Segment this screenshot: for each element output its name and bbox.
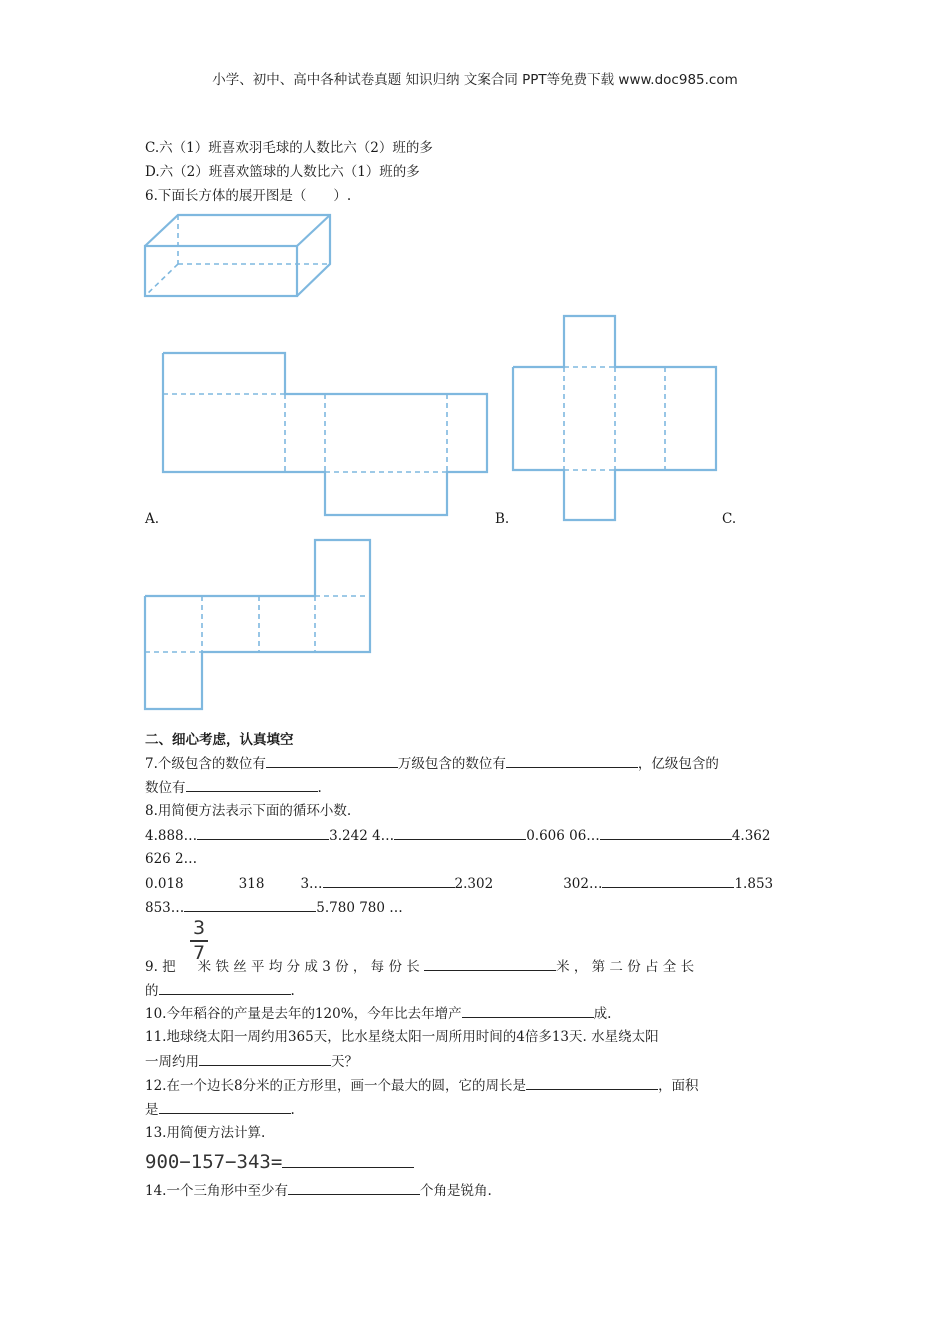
q8-n5b: 318: [238, 876, 265, 892]
q9-blank-1[interactable]: [424, 957, 556, 971]
q9-after: 米 ， 第 二 份 占 全 长: [556, 959, 695, 975]
q12-line2: 是: [145, 1102, 159, 1118]
q14-text: 14.一个三角形中至少有: [145, 1183, 288, 1199]
q13-expr-text: 900−157−343=: [145, 1151, 283, 1173]
q8-n5a: 0.018: [145, 876, 184, 892]
q9-prefix: 9. 把: [145, 959, 176, 975]
question-6: 6.下面长方体的展开图是（ ）.: [145, 188, 352, 204]
fraction-numerator: 3: [192, 917, 206, 939]
q8-n4b: 626 2…: [145, 851, 198, 867]
q11-line2: 一周约用: [145, 1054, 199, 1070]
question-13: 13.用简便方法计算.: [145, 1125, 266, 1141]
net-option-b: [510, 313, 720, 525]
q8-n3: 0.606 06…: [526, 828, 600, 844]
q11-blank[interactable]: [199, 1052, 331, 1066]
q8-row-1: [145, 826, 770, 845]
label-c: C.: [722, 511, 737, 527]
q8-n7a: 1.853: [734, 876, 774, 892]
q8-blank-6[interactable]: [184, 898, 316, 912]
q8-n1: 4.888…: [145, 828, 198, 844]
q8-blank-4[interactable]: [323, 874, 455, 888]
question-8: 8.用简便方法表示下面的循环小数.: [145, 803, 352, 819]
q14-blank[interactable]: [288, 1181, 420, 1195]
q7-blank-2[interactable]: [506, 754, 638, 768]
q9-line2: 的: [145, 983, 159, 999]
q8-blank-2[interactable]: [394, 826, 526, 840]
q12-mid: ，面积: [658, 1078, 699, 1094]
label-b: B.: [495, 511, 510, 527]
section-2-title: 二、细心考虑，认真填空: [145, 732, 294, 748]
q7-part1: 7.个级包含的数位有: [145, 756, 266, 772]
q8-blank-1[interactable]: [197, 826, 329, 840]
question-11-line2: [145, 1052, 358, 1071]
q10-blank[interactable]: [462, 1004, 594, 1018]
question-9-line2: [145, 981, 295, 1000]
q8-n6a: 2.302: [454, 876, 494, 892]
q7-blank-3[interactable]: [186, 778, 318, 792]
q9-end: .: [290, 983, 295, 999]
question-12: [145, 1076, 699, 1095]
q12-blank-1[interactable]: [526, 1076, 658, 1090]
q13-expression: [145, 1147, 414, 1173]
q8-n5c: 3…: [300, 876, 323, 892]
q8-n4a: 4.362: [731, 828, 771, 844]
q10-text: 10.今年稻谷的产量是去年的120%，今年比去年增产: [145, 1006, 462, 1022]
q9-mid: 米 铁 丝 平 均 分 成 3 份 ， 每 份 长: [197, 959, 420, 975]
q8-blank-5[interactable]: [602, 874, 734, 888]
net-option-a: [160, 350, 492, 520]
q8-n7b: 853…: [145, 900, 185, 916]
cuboid-figure: [140, 210, 340, 305]
q9-blank-2[interactable]: [159, 981, 291, 995]
q12-end: .: [290, 1102, 295, 1118]
q7-blank-1[interactable]: [266, 754, 398, 768]
page-header: 小学、初中、高中各种试卷真题 知识归纳 文案合同 PPT等免费下载 www.doc985.com: [212, 72, 738, 88]
label-a: A.: [145, 511, 160, 527]
question-11: 11.地球绕太阳一周约用365天，比水星绕太阳一周所用时间的4倍多13天. 水星绕太阳: [145, 1029, 659, 1045]
q7-part2: 万级包含的数位有: [397, 756, 506, 772]
q7-part4: 数位有: [145, 780, 186, 796]
q8-n2: 3.242 4…: [329, 828, 395, 844]
q13-blank[interactable]: [282, 1147, 414, 1168]
q10-end: 成.: [593, 1006, 612, 1022]
option-c: C.六（1）班喜欢羽毛球的人数比六（2）班的多: [145, 140, 433, 156]
option-d: D.六（2）班喜欢篮球的人数比六（1）班的多: [145, 164, 420, 180]
q7-end: .: [317, 780, 322, 796]
question-9: [145, 957, 694, 976]
q8-blank-3[interactable]: [600, 826, 732, 840]
question-7: [145, 754, 719, 773]
question-12-line2: [145, 1100, 295, 1119]
question-7-line2: [145, 778, 322, 797]
question-10: [145, 1004, 611, 1023]
q12-text: 12.在一个边长8分米的正方形里，画一个最大的圆，它的周长是: [145, 1078, 527, 1094]
q7-part3: ，亿级包含的: [637, 756, 719, 772]
q8-n6b: 302…: [563, 876, 603, 892]
question-14: [145, 1181, 492, 1200]
q14-end: 个角是锐角.: [419, 1183, 492, 1199]
q8-row-4: [145, 898, 403, 917]
q12-blank-2[interactable]: [159, 1100, 291, 1114]
net-option-c: [143, 537, 375, 714]
q8-n8: 5.780 780 …: [316, 900, 403, 916]
q11-end: 天？: [331, 1054, 358, 1070]
q8-row-3: [145, 874, 773, 893]
fraction-denominator: 7: [192, 942, 206, 964]
